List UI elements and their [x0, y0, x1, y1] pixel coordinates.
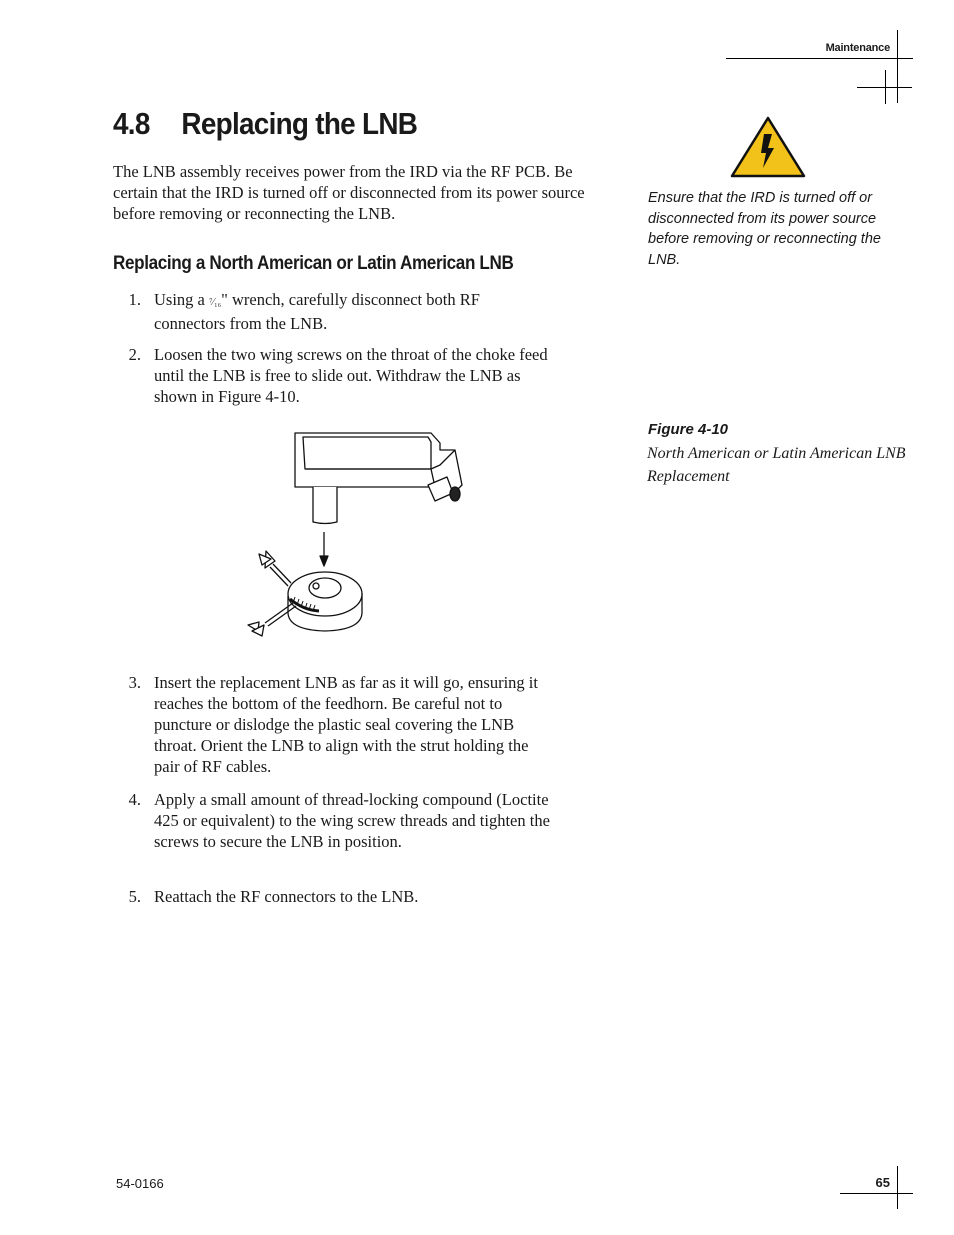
section-title-text: Replacing the LNB: [181, 106, 418, 141]
footer-crop-mark: [897, 1166, 898, 1209]
step-number: 3.: [128, 673, 141, 692]
intro-paragraph: The LNB assembly receives power from the IRD via the RF PCB. Be certain that the IRD is turned off or disconnected from its power source before removing or reconnecting the LNB.: [113, 162, 585, 223]
step-number: 1.: [128, 290, 141, 309]
step-text: Apply a small amount of thread-locking compound (Loctite 425 or equivalent) to the wing screw threads and tighten the screws to secure the LNB in position.: [154, 790, 550, 851]
step-number: 5.: [128, 887, 141, 906]
step-item: [125, 886, 555, 908]
crop-mark-vertical: [897, 30, 898, 103]
step-item: [125, 789, 555, 874]
header-rule: [726, 58, 913, 59]
lnb-replacement-illustration: [235, 425, 475, 640]
section-title: [113, 106, 417, 142]
document-number: 54-0166: [116, 1176, 164, 1191]
step-item: [125, 289, 555, 331]
fraction-text: ⁷⁄₁₆: [209, 297, 222, 308]
step-text: Loosen the two wing screws on the throat of the choke feed until the LNB is free to slide out. Withdraw the LNB as shown in Figure 4-10.: [154, 345, 548, 406]
high-voltage-warning-icon: [728, 114, 808, 180]
step-number: 2.: [128, 345, 141, 364]
page-number: 65: [875, 1175, 890, 1190]
section-number: 4.8: [113, 106, 150, 141]
subsection-heading: Replacing a North American or Latin American LNB: [113, 253, 514, 274]
step-text: [154, 289, 554, 334]
warning-text: Ensure that the IRD is turned off or disconnected from its power source before removing or reconnecting the LNB.: [648, 190, 881, 268]
footer-rule: [840, 1193, 913, 1194]
header-section-label: Maintenance: [825, 42, 890, 54]
step-text-part: Using a: [154, 290, 209, 309]
step-number: 4.: [128, 790, 141, 809]
step-text-part: " wrench, carefully disconnect both RF connectors from the LNB.: [154, 290, 480, 333]
step-text: Reattach the RF connectors to the LNB.: [154, 887, 419, 906]
figure-label: Figure 4-10: [648, 421, 729, 438]
step-item: [125, 672, 555, 778]
step-text: Insert the replacement LNB as far as it will go, ensuring it reaches the bottom of the feedhorn. Be careful not to puncture or dislodge the plastic seal covering the LNB throat. Orient the LNB to align with the strut holding the pair of RF cables.: [154, 673, 538, 776]
step-item: [125, 344, 555, 408]
crop-mark-vertical-short: [885, 70, 886, 104]
figure-caption: North American or Latin American LNB Replacement: [647, 445, 906, 485]
